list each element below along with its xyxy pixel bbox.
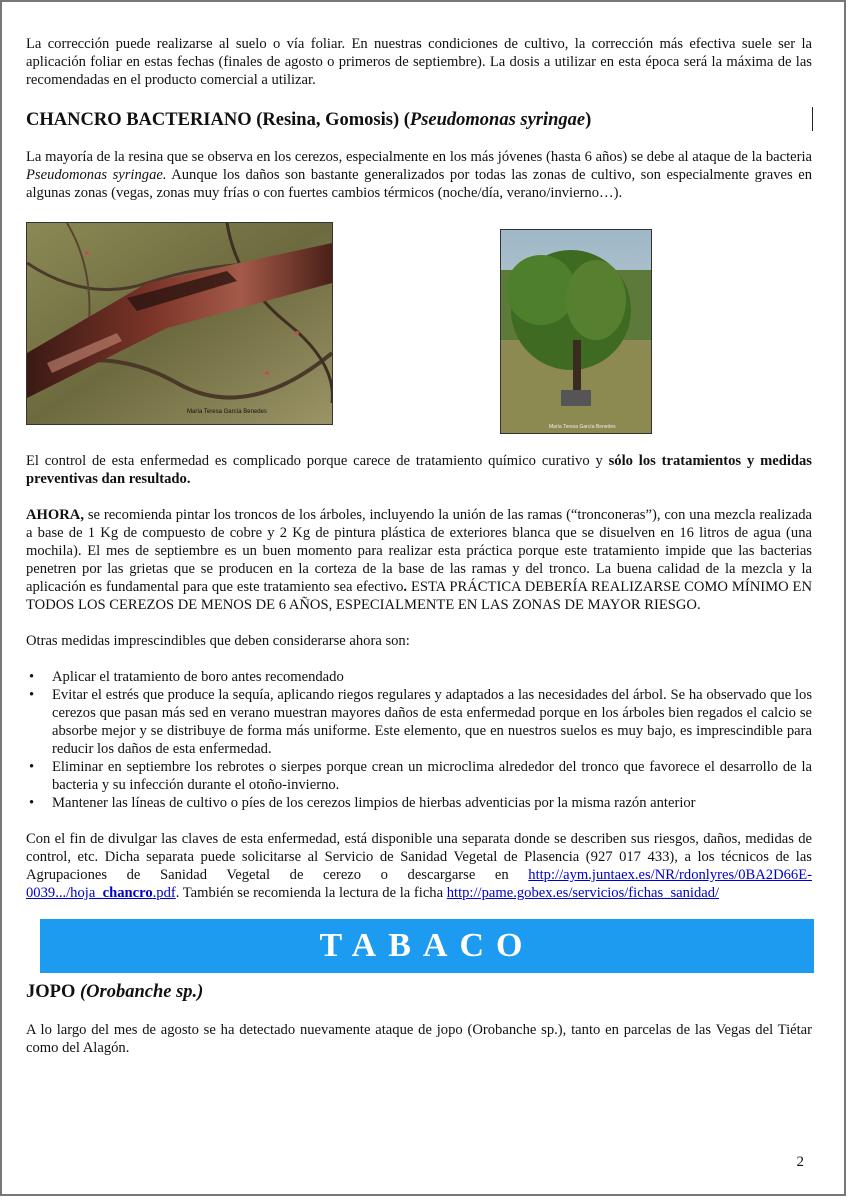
photo1-credit: María Teresa García Benedes (187, 409, 267, 415)
bullet-icon: • (29, 669, 35, 685)
chancro-heading-text: CHANCRO BACTERIANO (Resina, Gomosis) ( (26, 110, 410, 130)
p1-italic: Pseudomonas syringae. (26, 167, 167, 183)
list-item (26, 668, 812, 686)
page-content (26, 35, 812, 1057)
intro-paragraph: La corrección puede realizarse al suelo o vía foliar. En nuestras condiciones de cultivo, la corrección más efectiva suele ser la aplicación foliar en estas fechas (finales de agosto o primeros de septiembre). La dosis a utilizar en esta época será la máxima de las recomendadas en el producto comercial a utilizar. (26, 36, 812, 88)
p5-text-a: Con el fin de divulgar las claves de esta enfermedad, está disponible una separata donde se describen sus riesgos, daños, medidas de control, etc. Dicha separata puede solicitarse al Servicio de Sanidad Vegetal de Plasencia (927 017 433), a los técnicos de las Agrupaciones de Sanidad Vegetal de cerezo o descargarse en (26, 831, 812, 883)
p3-dot: . (403, 579, 408, 595)
list-item (26, 686, 812, 758)
jopo-heading-text: JOPO (26, 982, 80, 1002)
chancro-paragraph-2 (26, 452, 812, 488)
jopo-heading-italic: (Orobanche sp.) (79, 982, 204, 1002)
list-item (26, 794, 812, 812)
chancro-paragraph-1 (26, 148, 812, 202)
list-item-text: Mantener las líneas de cultivo o píes de los cerezos limpios de hierbas adventicias por la misma razón anterior (52, 795, 696, 811)
bullet-icon: • (29, 687, 35, 703)
p2-bold: sólo los tratamientos y medidas preventivas dan resultado. (26, 453, 812, 487)
link1-text-b: .pdf (152, 885, 176, 901)
text-cursor-bar (812, 107, 813, 131)
chancro-heading-italic: Pseudomonas syringae (409, 110, 586, 130)
list-item-text: Evitar el estrés que produce la sequía, aplicando riegos regulares y adaptados a las necesidades del árbol. Se ha observado que los cerezos que pasan más sed en verano muestran mayores daños de esta enfermedad porque en los árboles bien regados el calcio se absorbe mejor y se distribuye de forma más uniforme. Este elemento, que en nuestros suelos es muy bajo, es imprescindible para reducir los daños de esta enfermedad. (52, 687, 812, 757)
list-item-text: Aplicar el tratamiento de boro antes recomendado (52, 669, 344, 685)
photo-row (26, 220, 812, 452)
chancro-paragraph-5 (26, 830, 812, 902)
link1-text-a: http://aym.juntaex.es/NR/rdonlyres/0BA2D66E-0039.../hoja_ (26, 867, 812, 901)
measures-list (26, 668, 812, 812)
bullet-icon: • (29, 795, 35, 811)
page-number: 2 (796, 1154, 804, 1170)
bark-canker-photo (26, 222, 333, 425)
chancro-heading-end: ) (585, 110, 592, 130)
chancro-paragraph-4: Otras medidas imprescindibles que deben considerarse ahora son: (26, 633, 410, 649)
jopo-paragraph: A lo largo del mes de agosto se ha detectado nuevamente ataque de jopo (Orobanche sp.), tanto en parcelas de las Vegas del Tiétar como del Alagón. (26, 1022, 812, 1056)
fichas-sanidad-link[interactable]: http://pame.gobex.es/servicios/fichas_sanidad/ (446, 885, 720, 901)
p3-text-a: se recomienda pintar los troncos de los árboles, incluyendo la unión de las ramas (“tronconeras”), con una mezcla realizada a base de 1 Kg de compuesto de cobre y 2 Kg de pintura plástica de exteriores blanca que se disuelven en 16 litros de agua (una mochila). El mes de septiembre es un buen momento para realizar esta práctica porque este tratamiento impide que las bacterias penetren por las grietas que se producen en la corteza de la base de las ramas y del tronco. La buena calidad de la mezcla y la aplicación es fundamental para que este tratamiento sea efectivo (26, 507, 812, 595)
photo2-credit: María Teresa García Benedes (549, 424, 616, 430)
jopo-heading (26, 981, 812, 1003)
p3-text-b: ESTA PRÁCTICA DEBERÍA REALIZARSE COMO MÍNIMO EN TODOS LOS CEREZOS DE MENOS DE 6 AÑOS, ESPECIALMENTE EN LAS ZONAS DE MAYOR RIESGO. (26, 579, 812, 613)
p3-bold: AHORA, (26, 507, 84, 523)
p2-text: El control de esta enfermedad es complicado porque carece de tratamiento químico curativo y (26, 453, 609, 469)
bullet-icon: • (29, 759, 35, 775)
tabaco-banner: TABACO (40, 919, 814, 973)
cherry-tree-photo (500, 229, 652, 434)
chancro-heading (26, 109, 812, 131)
p1-text-b: Aunque los daños son bastante generalizados por todas las zonas de cultivo, son especialmente graves en algunas zonas (vegas, zonas muy frías o con fuertes cambios térmicos (noche/día, verano/invierno…). (26, 167, 812, 201)
p5-text-b: . También se recomienda la lectura de la ficha (175, 885, 447, 901)
list-item-text: Eliminar en septiembre los rebrotes o sierpes porque crean un microclima alrededor del tronco que favorece el desarrollo de la bacteria y su infección durante el otoño-invierno. (52, 759, 812, 793)
p1-text-a: La mayoría de la resina que se observa en los cerezos, especialmente en los más jóvenes (hasta 6 años) se debe al ataque de la bacteria (26, 149, 812, 165)
chancro-paragraph-3 (26, 506, 812, 614)
list-item (26, 758, 812, 794)
link1-bold: chancro (102, 885, 153, 901)
